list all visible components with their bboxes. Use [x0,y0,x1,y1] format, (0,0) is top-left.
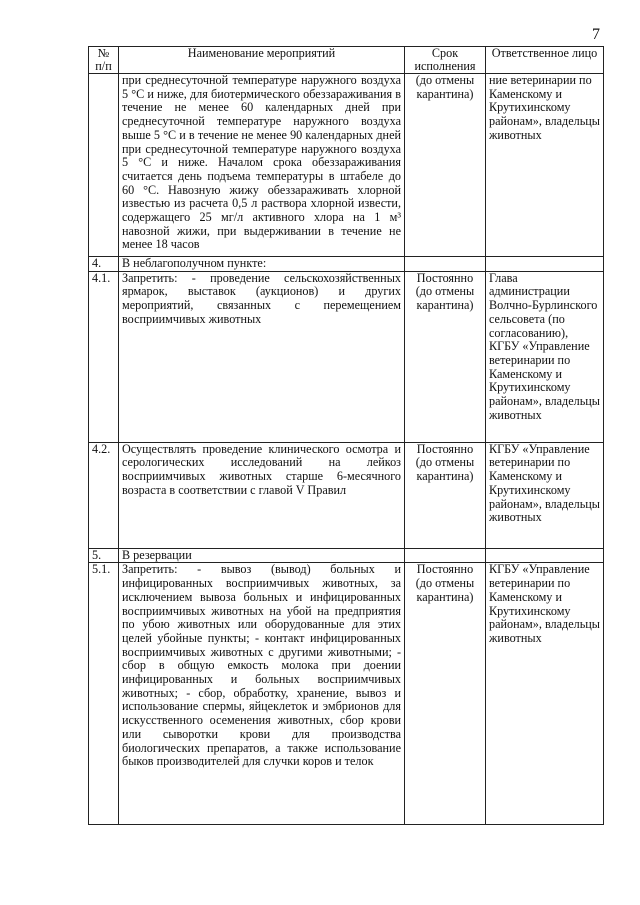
row-measure: Запретить: - вывоз (вывод) больных и инфицированных восприимчивых животных, за исключением вывоза больных и инфицированных восприимчивых животных на убой на предприятия по убою животных или оборудованные для этих целей убойные пункты; - контакт инфицированных восприимчивых животных с другими животными; - сбор в общую емкость молока при доении инфицированных и больных восприимчивых животных; - сбор, обработку, хранение, вывоз и использование спермы, яйцеклеток и эмбрионов для искусственного осеменения животных, сбор крови или сыворотки крови для производства биологических препаратов, а также использование быков производителей для случки коров и телок [119,563,405,825]
row-responsible [486,257,604,272]
row-number [89,74,119,257]
header-name: Наименование мероприятий [119,47,405,74]
page-number: 7 [592,26,600,43]
table-row [89,442,604,548]
header-responsible: Ответственное лицо [486,47,604,74]
section-row [89,257,604,272]
row-period: Постоянно (до отмены карантина) [405,271,486,442]
row-number: 4. [89,257,119,272]
row-responsible: Глава администрации Волчно-Бурлинского сельсовета (по согласованию), КГБУ «Управление ветеринарии по Каменскому и Крутихинскому районам», владельцы животных [486,271,604,442]
table-body [89,74,604,825]
row-period [405,257,486,272]
row-number: 5.1. [89,563,119,825]
section-row [89,548,604,563]
row-responsible: КГБУ «Управление ветеринарии по Каменскому и Крутихинскому районам», владельцы животных [486,563,604,825]
table-header-row [89,47,604,74]
row-period: Постоянно (до отмены карантина) [405,563,486,825]
row-measure: при среднесуточной температуре наружного воздуха 5 °С и ниже, для биотермического обеззараживания в течение не менее 60 календарных дней при среднесуточной температуре наружного воздуха выше 5 °С и в течение не менее 90 календарных дней при среднесуточной температуре наружного воздуха 5 °С и ниже. Началом срока обеззараживания считается день подъема температуры в штабеле до 60 °С. Навозную жижу обеззараживать хлорной известью из расчета 0,5 л раствора хлорной извести, содержащего 25 мг/л активного хлора на 1 м³ навозной жижи, при выдерживании в течение не менее 18 часов [119,74,405,257]
row-measure: Запретить: - проведение сельскохозяйственных ярмарок, выставок (аукционов) и других мероприятий, связанных с перемещением восприимчивых животных [119,271,405,442]
row-period: (до отмены карантина) [405,74,486,257]
row-measure: В резервации [119,548,405,563]
table-row [89,563,604,825]
row-responsible: ние ветеринарии по Каменскому и Крутихинскому районам», владельцы животных [486,74,604,257]
table-row [89,271,604,442]
measures-table [88,46,604,825]
row-responsible: КГБУ «Управление ветеринарии по Каменскому и Крутихинскому районам», владельцы животных [486,442,604,548]
row-period: Постоянно (до отмены карантина) [405,442,486,548]
row-number: 4.2. [89,442,119,548]
header-period: Срок исполнения [405,47,486,74]
row-measure: В неблагополучном пункте: [119,257,405,272]
row-responsible [486,548,604,563]
row-number: 4.1. [89,271,119,442]
row-measure: Осуществлять проведение клинического осмотра и серологических исследований на лейкоз восприимчивых животных старше 6-месячного возраста в соответствии с главой V Правил [119,442,405,548]
table-row [89,74,604,257]
row-number: 5. [89,548,119,563]
row-period [405,548,486,563]
header-num: № п/п [89,47,119,74]
